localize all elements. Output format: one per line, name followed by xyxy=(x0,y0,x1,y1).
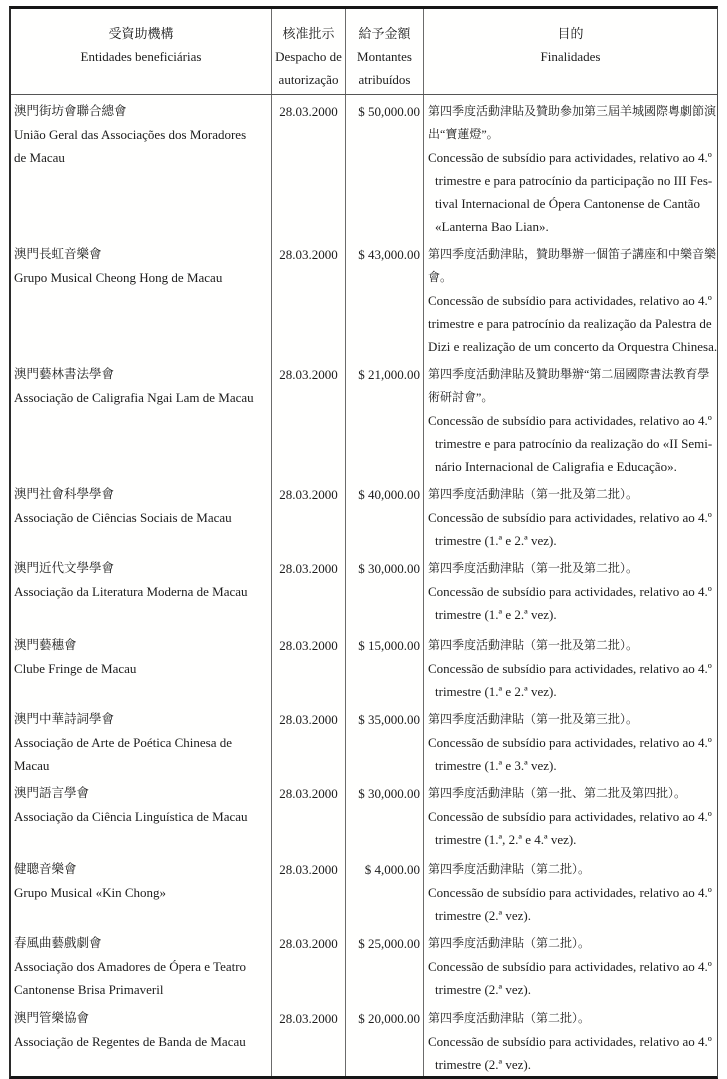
purpose-line: 第四季度活動津貼（第二批）。 xyxy=(428,862,591,876)
entity-name-zh: 澳門中華詩詞學會 xyxy=(14,712,115,726)
table-row xyxy=(11,927,717,1002)
purpose-line: 第四季度活動津貼及贊助舉辦“第二屆國際書法教育學 xyxy=(428,367,710,381)
authorization-date: 28.03.2000 xyxy=(279,487,338,502)
header-cell-despacho xyxy=(272,9,346,94)
date-cell xyxy=(272,478,346,552)
table-row xyxy=(11,552,717,629)
purpose-line: Concessão de subsídio para actividades, relativo ao 4.º xyxy=(428,661,712,676)
purpose-cell xyxy=(424,478,717,552)
purpose-line: trimestre (2.ª vez). xyxy=(435,908,531,923)
date-cell xyxy=(272,703,346,777)
header-montantes-pt1: Montantes xyxy=(357,49,412,64)
table-row xyxy=(11,853,717,927)
authorization-date: 28.03.2000 xyxy=(279,936,338,951)
amount-cell xyxy=(346,478,424,552)
table-row xyxy=(11,629,717,703)
purpose-line: Concessão de subsídio para actividades, relativo ao 4.º xyxy=(428,150,712,165)
header-despacho-pt2: autorização xyxy=(278,72,339,87)
purpose-line: 會。 xyxy=(428,270,453,284)
entity-name-pt-line: Cantonense Brisa Primaveril xyxy=(14,982,164,997)
purpose-line: Concessão de subsídio para actividades, relativo ao 4.º xyxy=(428,510,712,525)
header-montantes-zh: 給予金額 xyxy=(358,26,411,41)
amount-cell xyxy=(346,853,424,927)
entity-name-zh: 澳門藝林書法學會 xyxy=(14,367,115,381)
purpose-line: trimestre (1.ª e 2.ª vez). xyxy=(435,533,557,548)
purpose-cell xyxy=(424,238,719,358)
header-cell-finalidades xyxy=(424,9,717,94)
entity-name-pt-line: Associação de Ciências Sociais de Macau xyxy=(14,510,232,525)
purpose-line: Concessão de subsídio para actividades, relativo ao 4.º xyxy=(428,293,712,308)
entity-cell xyxy=(11,703,272,777)
entity-cell xyxy=(11,552,272,629)
entity-cell xyxy=(11,629,272,703)
purpose-line: trimestre e para patrocínio da realização do «II Semi- xyxy=(435,436,713,451)
date-cell xyxy=(272,552,346,629)
amount-value: $ 30,000.00 xyxy=(358,561,420,576)
purpose-cell xyxy=(424,777,717,853)
purpose-line: trimestre (1.ª e 3.ª vez). xyxy=(435,758,557,773)
purpose-cell xyxy=(424,552,717,629)
entity-cell xyxy=(11,853,272,927)
authorization-date: 28.03.2000 xyxy=(279,104,338,119)
date-cell xyxy=(272,853,346,927)
amount-value: $ 30,000.00 xyxy=(358,786,420,801)
entity-cell xyxy=(11,95,272,238)
authorization-date: 28.03.2000 xyxy=(279,786,338,801)
purpose-cell xyxy=(424,703,717,777)
amount-cell xyxy=(346,552,424,629)
entity-name-pt-line: Associação de Caligrafia Ngai Lam de Macau xyxy=(14,390,254,405)
entity-name-zh: 春風曲藝戲劇會 xyxy=(14,936,102,950)
date-cell xyxy=(272,358,346,478)
purpose-line: Concessão de subsídio para actividades, relativo ao 4.º xyxy=(428,809,712,824)
entity-name-zh: 健聰音樂會 xyxy=(14,862,77,876)
purpose-line: trimestre (1.ª, 2.ª e 4.ª vez). xyxy=(435,832,577,847)
purpose-cell xyxy=(424,853,717,927)
purpose-line: 第四季度活動津貼，贊助舉辦一個笛子講座和中樂音樂 xyxy=(428,247,717,261)
purpose-line: 第四季度活動津貼（第二批）。 xyxy=(428,936,591,950)
table-row xyxy=(11,358,717,478)
purpose-cell xyxy=(424,629,717,703)
table-row xyxy=(11,1002,717,1076)
entity-cell xyxy=(11,1002,272,1076)
purpose-line: trimestre (2.ª vez). xyxy=(435,1057,531,1072)
header-montantes-pt2: atribuídos xyxy=(358,72,411,87)
purpose-line: 第四季度活動津貼（第一批及第二批）。 xyxy=(428,561,639,575)
table-row xyxy=(11,478,717,552)
date-cell xyxy=(272,1002,346,1076)
purpose-line: Concessão de subsídio para actividades, relativo ao 4.º xyxy=(428,735,712,750)
amount-cell xyxy=(346,1002,424,1076)
entity-cell xyxy=(11,478,272,552)
entity-name-pt-line: Clube Fringe de Macau xyxy=(14,661,137,676)
purpose-line: Concessão de subsídio para actividades, relativo ao 4.º xyxy=(428,413,712,428)
entity-name-zh: 澳門街坊會聯合總會 xyxy=(14,104,127,118)
entity-name-pt-line: Associação de Regentes de Banda de Macau xyxy=(14,1034,246,1049)
amount-value: $ 50,000.00 xyxy=(358,104,420,119)
entity-name-pt-line: Grupo Musical Cheong Hong de Macau xyxy=(14,270,223,285)
purpose-line: trimestre (1.ª e 2.ª vez). xyxy=(435,684,557,699)
subsidy-table xyxy=(9,6,718,1079)
amount-value: $ 21,000.00 xyxy=(358,367,420,382)
purpose-line: Concessão de subsídio para actividades, relativo ao 4.º xyxy=(428,959,712,974)
entity-name-pt-line: Associação da Ciência Linguística de Macau xyxy=(14,809,248,824)
purpose-line: 第四季度活動津貼（第一批及第二批）。 xyxy=(428,487,639,501)
date-cell xyxy=(272,95,346,238)
amount-cell xyxy=(346,95,424,238)
purpose-line: Concessão de subsídio para actividades, relativo ao 4.º xyxy=(428,584,712,599)
amount-cell xyxy=(346,358,424,478)
purpose-cell xyxy=(424,927,717,1002)
purpose-line: «Lanterna Bao Lian». xyxy=(435,219,549,234)
entity-name-zh: 澳門近代文學學會 xyxy=(14,561,115,575)
authorization-date: 28.03.2000 xyxy=(279,561,338,576)
purpose-line: trimestre e para patrocínio da participação no III Fes- xyxy=(435,173,713,188)
header-despacho-zh: 核准批示 xyxy=(282,26,335,41)
purpose-cell xyxy=(424,1002,717,1076)
entity-cell xyxy=(11,927,272,1002)
table-row xyxy=(11,238,717,358)
header-finalidades-zh: 目的 xyxy=(557,26,584,41)
purpose-line: 第四季度活動津貼及贊助參加第三屆羊城國際粵劇節演 xyxy=(428,104,717,118)
entity-name-zh: 澳門管樂協會 xyxy=(14,1011,90,1025)
entity-name-pt-line: de Macau xyxy=(14,150,65,165)
entity-name-zh: 澳門社會科學學會 xyxy=(14,487,115,501)
header-finalidades-pt: Finalidades xyxy=(540,49,601,64)
entity-cell xyxy=(11,777,272,853)
purpose-line: 第四季度活動津貼（第一批及第三批）。 xyxy=(428,712,639,726)
purpose-line: 第四季度活動津貼（第一批及第二批）。 xyxy=(428,638,639,652)
header-despacho-pt1: Despacho de xyxy=(275,49,342,64)
entity-name-pt-line: Associação dos Amadores de Ópera e Teatro xyxy=(14,959,247,974)
entity-name-zh: 澳門藝穗會 xyxy=(14,638,77,652)
purpose-line: trimestre (2.ª vez). xyxy=(435,982,531,997)
amount-value: $ 35,000.00 xyxy=(358,712,420,727)
amount-value: $ 43,000.00 xyxy=(358,247,420,262)
purpose-line: Dizi e realização de um concerto da Orquestra Chinesa. xyxy=(428,339,718,354)
amount-value: $ 40,000.00 xyxy=(358,487,420,502)
header-cell-entities xyxy=(11,9,272,94)
header-entities-pt: Entidades beneficiárias xyxy=(80,49,202,64)
authorization-date: 28.03.2000 xyxy=(279,638,338,653)
amount-cell xyxy=(346,777,424,853)
table-row xyxy=(11,777,717,853)
authorization-date: 28.03.2000 xyxy=(279,1011,338,1026)
header-entities-zh: 受資助機構 xyxy=(108,26,174,41)
purpose-line: trimestre (1.ª e 2.ª vez). xyxy=(435,607,557,622)
table-body xyxy=(11,95,717,1076)
purpose-line: tival Internacional de Ópera Cantonense de Cantão xyxy=(435,196,700,211)
authorization-date: 28.03.2000 xyxy=(279,712,338,727)
table-row xyxy=(11,703,717,777)
purpose-line: Concessão de subsídio para actividades, relativo ao 4.º xyxy=(428,885,712,900)
purpose-line: 第四季度活動津貼（第一批、第二批及第四批）。 xyxy=(428,786,687,800)
date-cell xyxy=(272,777,346,853)
header-cell-montantes xyxy=(346,9,424,94)
amount-cell xyxy=(346,629,424,703)
authorization-date: 28.03.2000 xyxy=(279,247,338,262)
entity-name-pt-line: Macau xyxy=(14,758,50,773)
amount-cell xyxy=(346,238,424,358)
entity-cell xyxy=(11,358,272,478)
purpose-line: trimestre e para patrocínio da realização da Palestra de xyxy=(428,316,712,331)
authorization-date: 28.03.2000 xyxy=(279,367,338,382)
date-cell xyxy=(272,927,346,1002)
purpose-line: nário Internacional de Caligrafia e Educação». xyxy=(435,459,677,474)
entity-name-pt-line: Associação da Literatura Moderna de Macau xyxy=(14,584,248,599)
purpose-line: Concessão de subsídio para actividades, relativo ao 4.º xyxy=(428,1034,712,1049)
purpose-cell xyxy=(424,358,717,478)
entity-name-zh: 澳門語言學會 xyxy=(14,786,90,800)
entity-name-zh: 澳門長虹音樂會 xyxy=(14,247,102,261)
entity-name-pt-line: União Geral das Associações dos Moradores xyxy=(14,127,247,142)
purpose-cell xyxy=(424,95,718,238)
authorization-date: 28.03.2000 xyxy=(279,862,338,877)
entity-name-pt-line: Grupo Musical «Kin Chong» xyxy=(14,885,167,900)
purpose-line: 出“寶蓮燈”。 xyxy=(428,127,499,141)
purpose-line: 術研討會”。 xyxy=(428,390,494,404)
amount-cell xyxy=(346,927,424,1002)
amount-value: $ 20,000.00 xyxy=(358,1011,420,1026)
entity-cell xyxy=(11,238,272,358)
amount-value: $ 25,000.00 xyxy=(358,936,420,951)
entity-name-pt-line: Associação de Arte de Poética Chinesa de xyxy=(14,735,233,750)
amount-cell xyxy=(346,703,424,777)
date-cell xyxy=(272,238,346,358)
amount-value: $ 15,000.00 xyxy=(358,638,420,653)
date-cell xyxy=(272,629,346,703)
table-header xyxy=(11,9,717,95)
amount-value: $ 4,000.00 xyxy=(364,862,420,877)
purpose-line: 第四季度活動津貼（第二批）。 xyxy=(428,1011,591,1025)
table-row xyxy=(11,95,717,238)
